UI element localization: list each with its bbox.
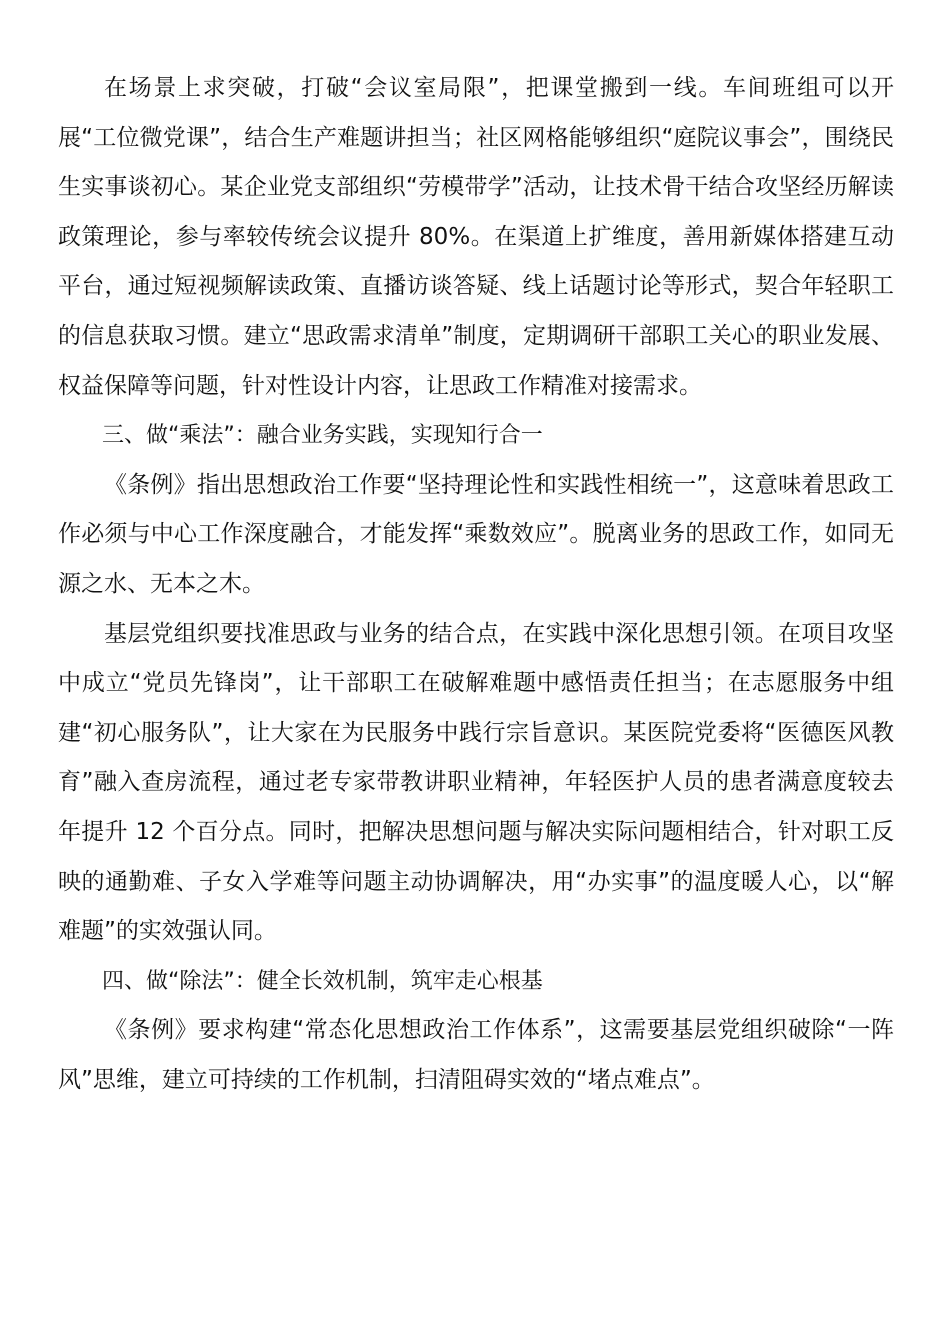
body-paragraph-regulation-practice: 《条例》指出思想政治工作要“坚持理论性和实践性相统一”，这意味着思政工作必须与中心工作深度融合，才能发挥“乘数效应”。脱离业务的思政工作，如同无源之水、无本之木。 xyxy=(58,471,894,597)
body-paragraph-scenario: 在场景上求突破，打破“会议室局限”，把课堂搬到一线。车间班组可以开展“工位微党课”，结合生产难题讲担当；社区网格能够组织“庭院议事会”，围绕民生实事谈初心。某企业党支部组织“劳模带学”活动，让技术骨干结合攻坚经历解读政策理论，参与率较传统会议提升 80%。在渠道上扩维度，善用新媒体搭建互动平台，通过短视频解读政策、直播访谈答疑、线上话题讨论等形式，契合年轻职工的信息获取习惯。建立“思政需求清单”制度，定期调研干部职工关心的职业发展、权益保障等问题，针对性设计内容，让思政工作精准对接需求。 xyxy=(58,75,894,399)
section-heading-division: 四、做“除法”：健全长效机制，筑牢走心根基 xyxy=(102,968,543,994)
body-paragraph-integration: 基层党组织要找准思政与业务的结合点，在实践中深化思想引领。在项目攻坚中成立“党员先锋岗”，让干部职工在破解难题中感悟责任担当；在志愿服务中组建“初心服务队”，让大家在为民服务中践行宗旨意识。某医院党委将“医德医风教育”融入查房流程，通过老专家带教讲职业精神，年轻医护人员的患者满意度较去年提升 12 个百分点。同时，把解决思想问题与解决实际问题相结合，针对职工反映的通勤难、子女入学难等问题主动协调解决，用“办实事”的温度暖人心，以“解难题”的实效强认同。 xyxy=(58,620,894,945)
body-paragraph-mechanism: 《条例》要求构建“常态化思想政治工作体系”，这需要基层党组织破除“一阵风”思维，建立可持续的工作机制，扫清阻碍实效的“堵点难点”。 xyxy=(58,1017,894,1093)
document-page xyxy=(58,64,894,1105)
section-heading-multiplication: 三、做“乘法”：融合业务实践，实现知行合一 xyxy=(102,423,543,449)
